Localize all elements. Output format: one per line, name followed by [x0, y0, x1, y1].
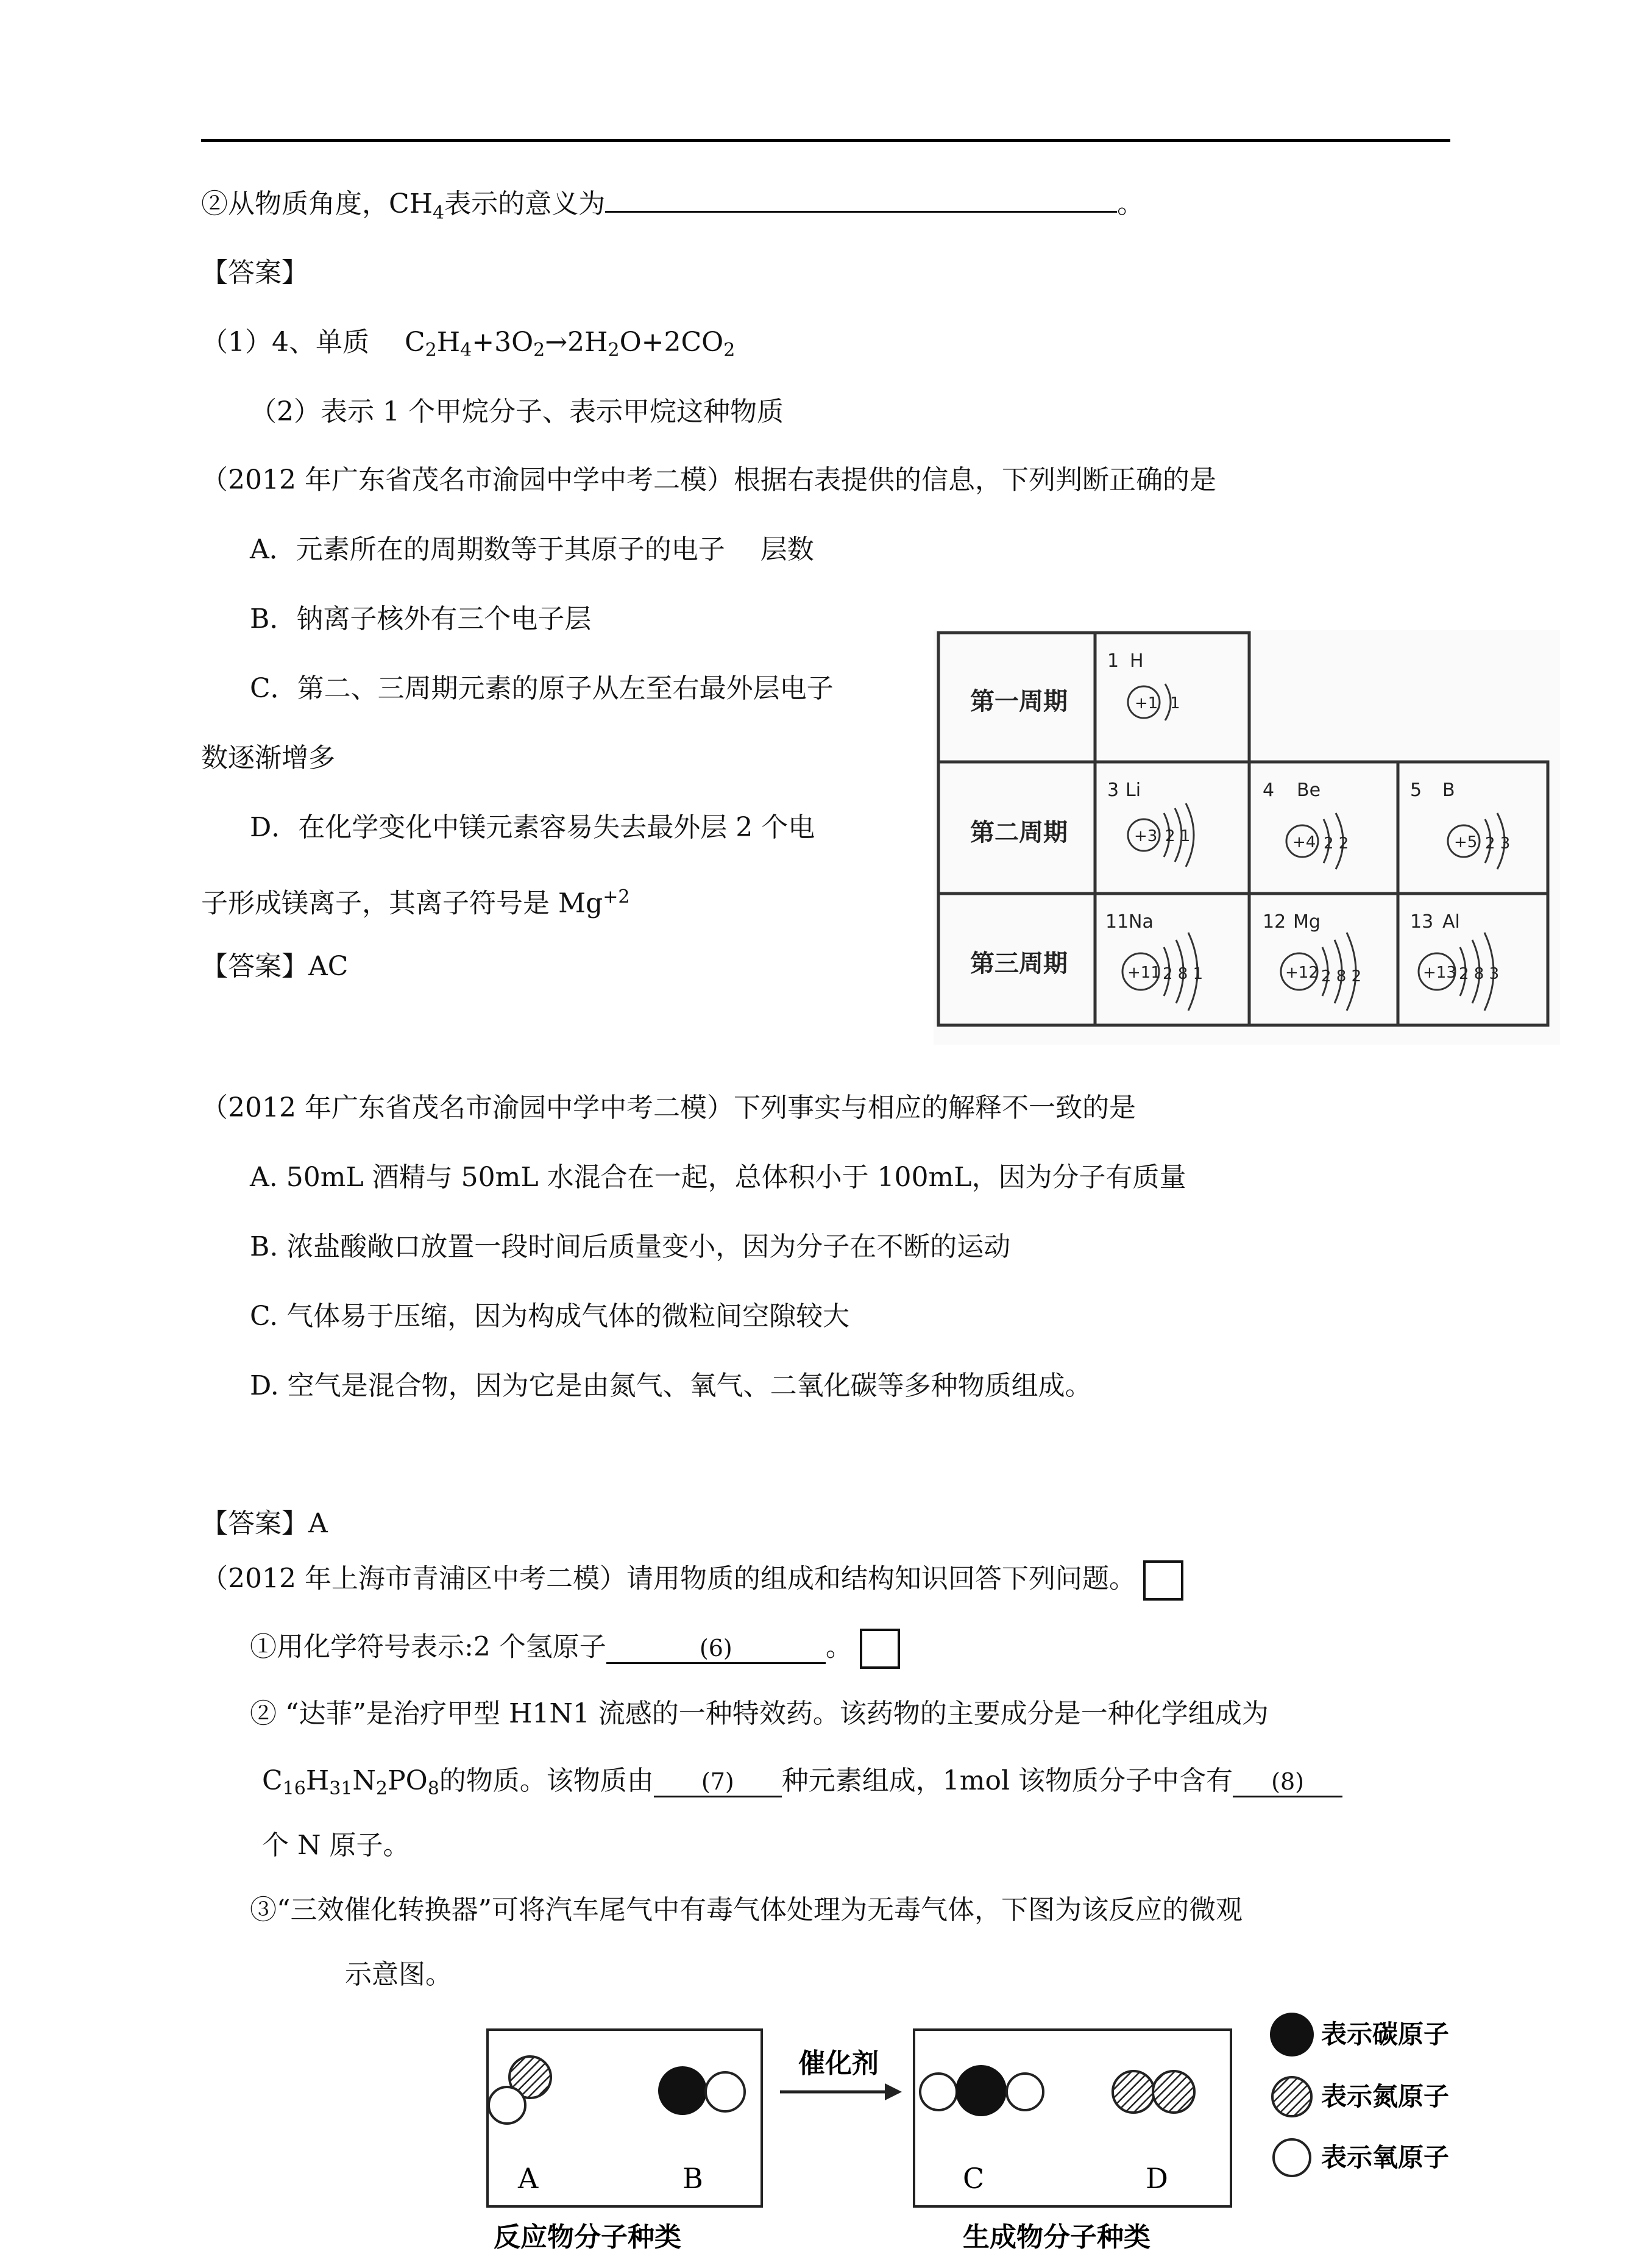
element-symbol: Be	[1297, 780, 1321, 801]
nucleus-charge: +11	[1127, 964, 1161, 982]
q-prev-line2-end: 。	[1117, 188, 1144, 219]
q3-stem-line	[201, 1560, 1183, 1601]
element-symbol: Mg	[1293, 911, 1321, 933]
label-a: A	[518, 2162, 539, 2195]
formula-sub: 8	[427, 1778, 439, 1799]
catalyst-label: 催化剂	[798, 2048, 879, 2079]
q2-option-d: D. 空气是混合物，因为它是由氮气、氧气、二氧化碳等多种物质组成。	[250, 1370, 1092, 1401]
atomic-number: 4	[1263, 780, 1275, 801]
f-text: →2H	[545, 327, 608, 358]
atomic-number: 3	[1107, 780, 1119, 801]
q-prev-line2-prefix: ②从物质角度，CH	[201, 188, 433, 219]
q-prev-line2-suffix: 表示的意义为	[444, 188, 606, 219]
arrow-head-icon	[885, 2083, 902, 2100]
q2-option-c: C. 气体易于压缩，因为构成气体的微粒间空隙较大	[250, 1301, 850, 1332]
oxygen-atom	[489, 2087, 525, 2124]
sub-4: 4	[433, 202, 445, 224]
q3-item2-line2	[262, 1763, 1342, 1807]
formula-sub: 31	[329, 1778, 353, 1799]
label-b: B	[682, 2162, 703, 2195]
products-box	[914, 2030, 1231, 2206]
q2-stem: （2012 年广东省茂名市渝园中学中考二模）下列事实与相应的解释不一致的是	[201, 1092, 1136, 1123]
legend-oxygen: 表示氧原子	[1321, 2142, 1450, 2172]
nucleus-charge: +5	[1454, 833, 1478, 851]
q1-option-d-line1: D．在化学变化中镁元素容易失去最外层 2 个电	[250, 812, 815, 843]
electron-shells: 2 3	[1485, 834, 1511, 853]
row-label-period-2: 第二周期	[970, 819, 1068, 847]
f-text: +3O	[472, 327, 534, 358]
electron-shells: 2 8 3	[1459, 965, 1500, 983]
reactants-caption: 反应物分子种类	[494, 2222, 681, 2253]
q3-item2-text2: 种元素组成，1mol 该物质分子中含有	[781, 1765, 1233, 1796]
q-prev-line2	[201, 186, 1144, 232]
formula-sub: 16	[282, 1778, 306, 1799]
element-symbol: H	[1130, 650, 1144, 672]
legend-nitrogen: 表示氮原子	[1321, 2081, 1450, 2111]
element-symbol: Na	[1129, 911, 1154, 933]
q2-option-b: B. 浓盐酸敞口放置一段时间后质量变小，因为分子在不断的运动	[250, 1231, 1011, 1262]
q3-stem: （2012 年上海市青浦区中考二模）请用物质的组成和结构知识回答下列问题。	[201, 1563, 1136, 1594]
nitrogen-atom	[1113, 2071, 1154, 2113]
electron-shells: 2 8 1	[1163, 965, 1204, 983]
atomic-number: 12	[1263, 911, 1286, 933]
q3-item3-line1: ③“三效催化转换器”可将汽车尾气中有毒气体处理为无毒气体，下图为该反应的微观	[250, 1894, 1243, 1925]
answer1-text: （1）4、单质 C	[201, 327, 425, 358]
nucleus-charge: +13	[1423, 964, 1456, 982]
f-text: O+2CO	[619, 327, 724, 358]
answer-blank-8[interactable]: (8)	[1233, 1768, 1342, 1797]
q1-option-c-line2: 数逐渐增多	[201, 742, 335, 773]
carbon-atom	[956, 2065, 1007, 2116]
atomic-number: 13	[1410, 911, 1434, 933]
checkbox-item1[interactable]	[860, 1629, 900, 1669]
electron-shells: 2 8 2	[1321, 967, 1362, 986]
reaction-diagram	[475, 2011, 1511, 2255]
nucleus-charge: +1	[1135, 694, 1158, 713]
oxygen-atom	[920, 2074, 957, 2110]
checkbox-q3[interactable]	[1143, 1560, 1183, 1601]
q1-option-d-line2	[201, 879, 629, 922]
row-label-period-1: 第一周期	[970, 688, 1068, 716]
label-c: C	[963, 2162, 985, 2195]
f-sub: 2	[533, 339, 545, 361]
nucleus-charge: +3	[1134, 827, 1158, 845]
q1-option-b: B．钠离子核外有三个电子层	[250, 603, 592, 635]
legend-carbon: 表示碳原子	[1321, 2019, 1450, 2049]
q3-item1-end: 。	[825, 1631, 853, 1663]
q1-option-a: A．元素所在的周期数等于其原子的电子 层数	[250, 534, 814, 565]
q3-item3-line2: 示意图。	[345, 1959, 452, 1990]
q3-item2-text: 的物质。该物质由	[439, 1765, 654, 1796]
q1-option-d-text: 子形成镁离子，其离子符号是 Mg	[201, 887, 603, 919]
nucleus-charge: +4	[1292, 833, 1316, 851]
nucleus-charge: +12	[1285, 964, 1319, 982]
answer-header: 【答案】	[201, 257, 308, 288]
element-symbol: B	[1442, 780, 1455, 801]
f-sub: 4	[460, 339, 472, 361]
answer-blank[interactable]	[605, 211, 1117, 213]
electron-shells: 2 1	[1165, 827, 1191, 845]
electron-shells: 2 2	[1324, 834, 1349, 853]
q1-answer: 【答案】AC	[201, 951, 349, 982]
formula-text: C	[262, 1765, 283, 1796]
q1-stem: （2012 年广东省茂名市渝园中学中考二模）根据右表提供的信息，下列判断正确的是	[201, 464, 1216, 496]
q1-option-c-line1: C．第二、三周期元素的原子从左至右最外层电子	[250, 673, 834, 704]
q2-answer: 【答案】A	[201, 1508, 328, 1539]
q3-item2-line3: 个 N 原子。	[262, 1830, 410, 1861]
atomic-number: 5	[1410, 780, 1422, 801]
formula-text: N	[352, 1765, 376, 1796]
formula-sub: 2	[375, 1778, 388, 1799]
formula-text: PO	[388, 1765, 428, 1796]
f-text: H	[436, 327, 461, 358]
f-sub: 2	[723, 339, 736, 361]
q-prev-answer1	[201, 324, 735, 369]
superscript-charge: +2	[603, 886, 630, 908]
carbon-atom	[658, 2066, 707, 2115]
legend-carbon-icon	[1270, 2013, 1314, 2056]
f-sub: 2	[425, 339, 437, 361]
header-rule	[201, 139, 1450, 142]
atomic-number: 1	[1107, 650, 1119, 672]
q-prev-answer2: （2）表示 1 个甲烷分子、表示甲烷这种物质	[250, 396, 784, 427]
formula-text: H	[305, 1765, 330, 1796]
legend-oxygen-icon	[1274, 2139, 1310, 2176]
answer-blank-6[interactable]: (6)	[606, 1634, 826, 1664]
q3-item2-line1: ② “达菲”是治疗甲型 H1N1 流感的一种特效药。该药物的主要成分是一种化学组成为	[250, 1698, 1269, 1729]
products-caption: 生成物分子种类	[963, 2222, 1150, 2253]
q3-item1-text: ①用化学符号表示:2 个氢原子	[250, 1631, 606, 1663]
answer-blank-7[interactable]: (7)	[654, 1768, 782, 1797]
row-label-period-3: 第三周期	[970, 950, 1068, 978]
atomic-number: 11	[1105, 911, 1129, 933]
element-symbol: Al	[1442, 911, 1460, 933]
periodic-table-figure	[934, 630, 1560, 1045]
legend-nitrogen-icon	[1272, 2077, 1311, 2116]
oxygen-atom	[706, 2072, 745, 2111]
q3-item1	[250, 1629, 900, 1669]
element-symbol: Li	[1126, 780, 1141, 801]
label-d: D	[1146, 2162, 1168, 2195]
oxygen-atom	[1007, 2074, 1043, 2110]
q2-option-a: A. 50mL 酒精与 50mL 水混合在一起，总体积小于 100mL，因为分子有质量	[250, 1162, 1186, 1193]
f-sub: 2	[608, 339, 620, 361]
electron-shells: 1	[1170, 694, 1180, 713]
nitrogen-atom	[1153, 2071, 1194, 2113]
